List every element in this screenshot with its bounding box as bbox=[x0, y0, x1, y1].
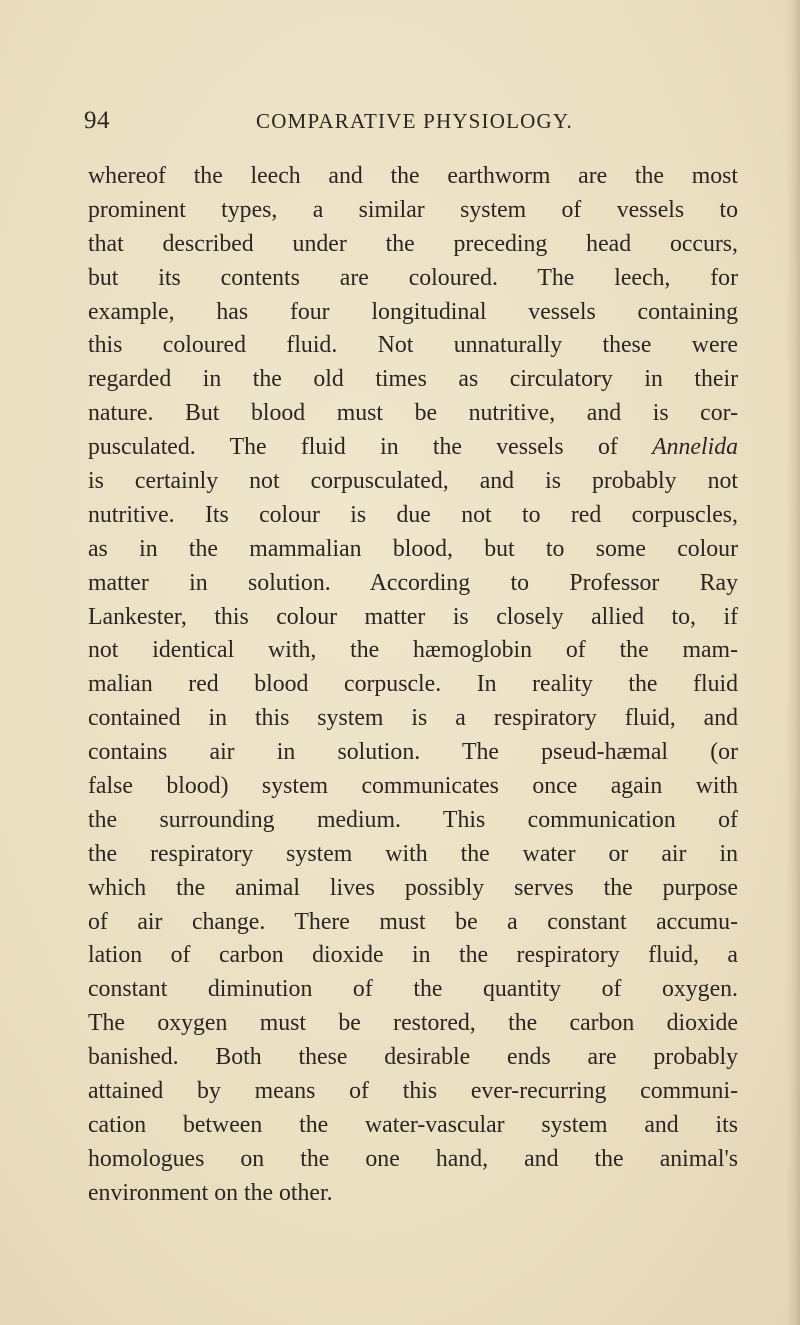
text-line: of air change. There must be a constant accumu- bbox=[88, 908, 738, 935]
page-edge-shadow bbox=[786, 0, 800, 1325]
text-line: nature. But blood must be nutritive, and is cor- bbox=[88, 400, 738, 427]
text-line: this coloured fluid. Not unnaturally these were bbox=[88, 332, 738, 359]
text-line: whereof the leech and the earthworm are the most bbox=[88, 163, 738, 189]
text-line: but its contents are coloured. The leech, for bbox=[88, 264, 738, 291]
text-line: matter in solution. According to Professor Ray bbox=[88, 569, 738, 596]
text-segment: pusculated. The fluid in the vessels of bbox=[88, 434, 618, 461]
text-line: contains air in solution. The pseud-hæmal (or bbox=[88, 739, 738, 766]
text-line: lation of carbon dioxide in the respiratory fluid, a bbox=[88, 942, 738, 969]
running-head: COMPARATIVE PHYSIOLOGY. bbox=[256, 109, 573, 133]
text-line: example, has four longitudinal vessels containing bbox=[88, 298, 738, 325]
text-line: not identical with, the hæmoglobin of the mam- bbox=[88, 637, 738, 664]
text-line: nutritive. Its colour is due not to red corpuscles, bbox=[88, 501, 738, 528]
text-line: which the animal lives possibly serves the purpose bbox=[88, 874, 738, 901]
text-line-with-italic bbox=[88, 431, 738, 465]
text-line: The oxygen must be restored, the carbon dioxide bbox=[88, 1010, 738, 1037]
text-line: is certainly not corpusculated, and is probably not bbox=[88, 468, 738, 495]
text-line: false blood) system communicates once again with bbox=[88, 773, 738, 800]
text-line: as in the mammalian blood, but to some colour bbox=[88, 535, 738, 562]
text-line: regarded in the old times as circulatory in their bbox=[88, 366, 738, 393]
text-line-last: environment on the other. bbox=[88, 1179, 333, 1206]
page-number: 94 bbox=[84, 107, 110, 134]
body-paragraph bbox=[88, 160, 738, 1211]
text-line: contained in this system is a respiratory fluid, and bbox=[88, 705, 738, 732]
text-line: banished. Both these desirable ends are probably bbox=[88, 1044, 738, 1071]
text-line: homologues on the one hand, and the animal's bbox=[88, 1145, 738, 1172]
text-line: Lankester, this colour matter is closely allied to, if bbox=[88, 603, 738, 630]
text-line: malian red blood corpuscle. In reality the fluid bbox=[88, 671, 738, 698]
page-header bbox=[84, 104, 720, 138]
text-line: cation between the water-vascular system and its bbox=[88, 1111, 738, 1138]
text-line: the surrounding medium. This communication of bbox=[88, 806, 738, 833]
text-line: prominent types, a similar system of vessels to bbox=[88, 196, 738, 223]
text-line: constant diminution of the quantity of oxygen. bbox=[88, 976, 738, 1003]
text-line: the respiratory system with the water or air in bbox=[88, 840, 738, 867]
text-line: that described under the preceding head occurs, bbox=[88, 230, 738, 257]
italic-term: Annelida bbox=[652, 434, 738, 461]
text-line: attained by means of this ever-recurring communi- bbox=[88, 1078, 738, 1105]
